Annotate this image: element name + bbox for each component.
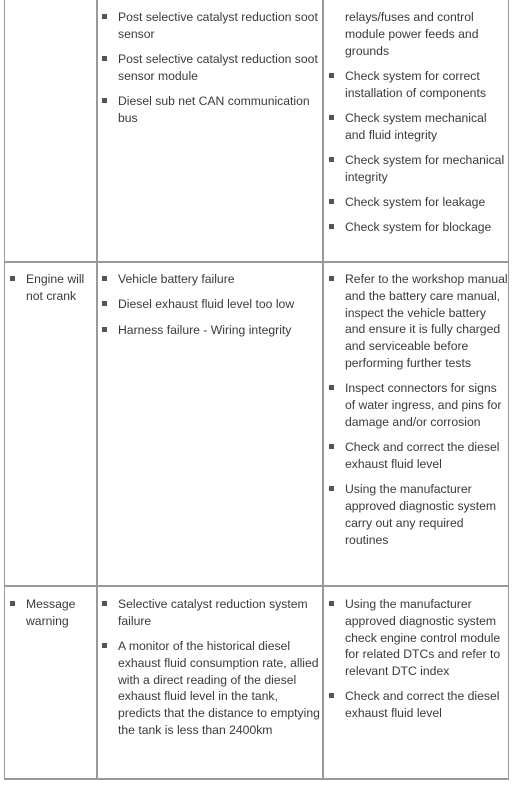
cause-cell xyxy=(101,271,321,347)
bullet-icon xyxy=(102,56,107,61)
list-item xyxy=(328,194,508,211)
list-item-text: Using the manufacturer approved diagnostic system check engine control module for related DTCs and refer to relevant DTC index xyxy=(345,597,501,679)
bullet-icon xyxy=(329,276,334,281)
list-item-text: Check and correct the diesel exhaust fluid level xyxy=(345,689,500,721)
bullet-icon xyxy=(329,224,334,229)
bullet-icon xyxy=(329,693,334,698)
bullet-icon xyxy=(329,115,334,120)
list-item-text: relays/fuses and control module power feeds and grounds xyxy=(345,10,479,58)
cause-cell xyxy=(101,596,321,747)
list-item xyxy=(328,271,508,372)
list-item-text: Using the manufacturer approved diagnostic system carry out any required routines xyxy=(345,482,497,547)
bullet-icon xyxy=(329,601,334,606)
action-cell xyxy=(328,271,508,557)
list-item xyxy=(9,596,94,630)
list-item-text: Check system mechanical and fluid integrity xyxy=(345,110,487,142)
list-item-text: Check and correct the diesel exhaust fluid level xyxy=(345,440,500,471)
list-item-text: Inspect connectors for signs of water ingress, and pins for damage and/or corrosion xyxy=(345,381,502,429)
symptom-list xyxy=(9,596,94,630)
list-item-text: Vehicle battery failure xyxy=(118,272,235,286)
bullet-icon xyxy=(102,98,107,103)
list-item xyxy=(101,596,321,630)
bullet-icon xyxy=(329,73,334,78)
list-item-text: Diesel sub net CAN communication bus xyxy=(118,94,310,125)
diagnostic-table xyxy=(4,0,509,780)
action-list xyxy=(328,271,508,548)
cause-list xyxy=(101,596,321,739)
list-item-text: Post selective catalyst reduction soot sensor xyxy=(118,10,318,41)
row-divider xyxy=(5,261,508,263)
list-item xyxy=(328,596,508,680)
action-cell xyxy=(328,9,508,245)
list-item-text: Selective catalyst reduction system failure xyxy=(118,597,308,628)
bullet-icon xyxy=(10,601,15,606)
list-item xyxy=(328,9,508,59)
cause-cell xyxy=(101,9,321,135)
column-divider xyxy=(322,0,324,778)
list-item xyxy=(328,68,508,102)
bullet-icon xyxy=(102,327,107,332)
bullet-icon xyxy=(329,199,334,204)
list-item xyxy=(328,110,508,144)
list-item xyxy=(101,322,321,339)
column-divider xyxy=(96,0,98,778)
list-item xyxy=(328,688,508,722)
list-item xyxy=(9,271,94,305)
list-item xyxy=(101,9,321,43)
symptom-cell xyxy=(9,271,94,313)
list-item xyxy=(328,152,508,186)
bullet-icon xyxy=(329,385,334,390)
action-cell xyxy=(328,596,508,731)
list-item xyxy=(101,638,321,739)
action-list xyxy=(328,596,508,722)
symptom-cell xyxy=(9,596,94,638)
list-item xyxy=(328,380,508,430)
list-item-text: A monitor of the historical diesel exhaust fluid consumption rate, allied with a direct reading of the diesel exhaust fluid level in the tank, predicts that the distance to emptying the tank is less than 2400km xyxy=(118,639,320,738)
list-item xyxy=(328,219,508,236)
bullet-icon xyxy=(329,444,334,449)
list-item-text: Check system for correct installation of components xyxy=(345,68,486,100)
list-item-text: Refer to the workshop manual and the battery care manual, inspect the vehicle battery and ensure it is fully charged and serviceable before performing further tests xyxy=(345,272,508,370)
list-item-text: Message warning xyxy=(26,597,76,628)
list-item xyxy=(101,296,321,313)
list-item xyxy=(101,271,321,288)
bullet-icon xyxy=(102,276,107,281)
list-item-text: Check system for blockage xyxy=(345,220,492,235)
cause-list xyxy=(101,271,321,338)
bullet-icon xyxy=(329,157,334,162)
bullet-icon xyxy=(102,643,107,648)
list-item xyxy=(101,51,321,85)
list-item-text: Harness failure - Wiring integrity xyxy=(118,322,292,337)
list-item-text: Diesel exhaust fluid level too low xyxy=(118,297,295,312)
bullet-icon xyxy=(102,14,107,19)
list-item-text: Check system for leakage xyxy=(345,195,486,210)
bullet-icon xyxy=(329,486,334,491)
list-item xyxy=(328,481,508,548)
cause-list xyxy=(101,9,321,127)
list-item-text: Post selective catalyst reduction soot sensor module xyxy=(118,52,318,83)
row-divider xyxy=(5,585,508,587)
bullet-icon xyxy=(102,601,107,606)
bullet-icon xyxy=(102,301,107,306)
action-list xyxy=(328,9,508,236)
symptom-list xyxy=(9,271,94,305)
list-item-text: Check system for mechanical integrity xyxy=(345,153,505,184)
bullet-icon xyxy=(10,276,15,281)
list-item xyxy=(328,439,508,473)
list-item-text: Engine will not crank xyxy=(26,272,85,303)
list-item xyxy=(101,93,321,127)
